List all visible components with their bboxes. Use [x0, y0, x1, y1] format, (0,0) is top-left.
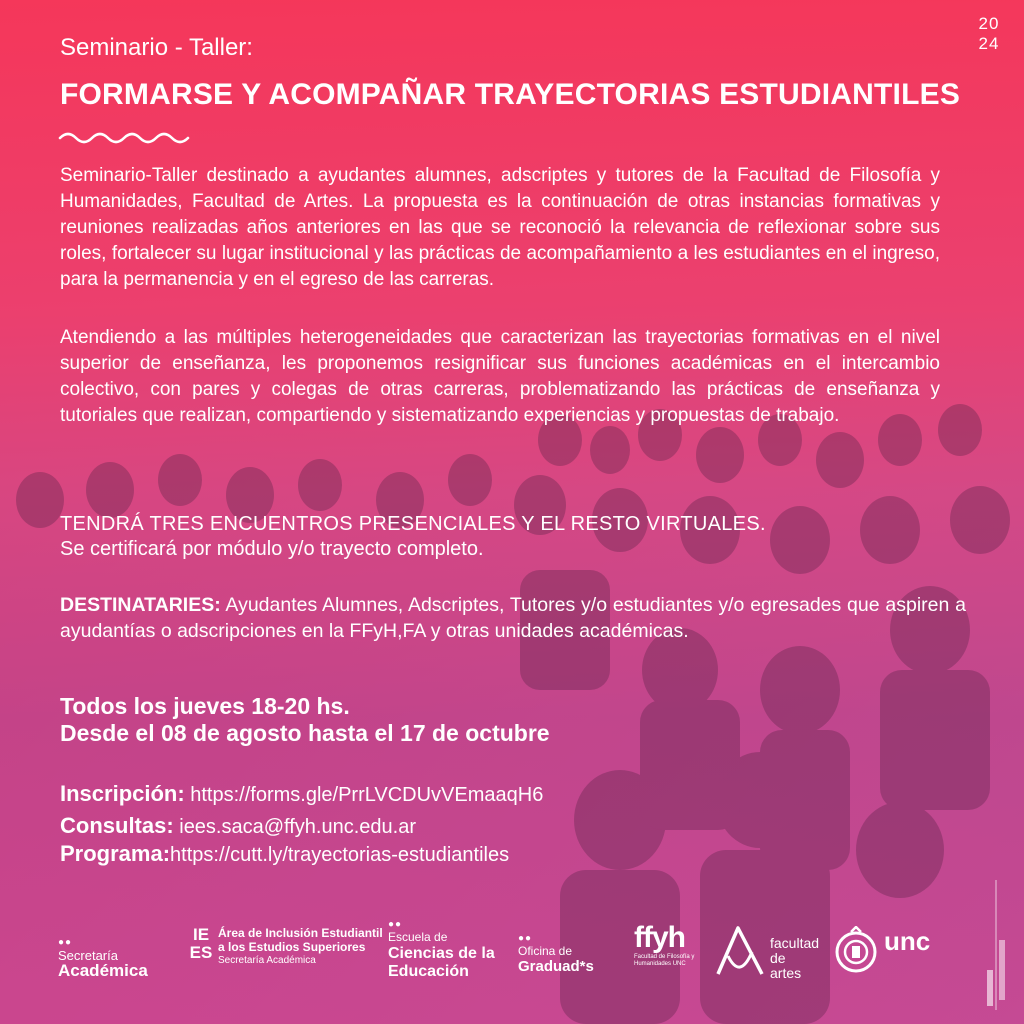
queries-row	[60, 813, 416, 839]
year-top: 20	[978, 14, 1000, 33]
iees-mark: IEES	[189, 925, 213, 962]
logo-facultad-artes	[712, 922, 820, 981]
logo-unc	[834, 926, 931, 979]
logo2-line2: a los Estudios Superiores	[218, 940, 366, 954]
logo3-line2: Ciencias de la	[388, 945, 495, 962]
modality-text: TENDRÁ TRES ENCUENTROS PRESENCIALES Y EL RESTO VIRTUALES.	[60, 513, 766, 535]
logo1-line2: Académica	[58, 961, 148, 980]
unc-text: unc	[884, 926, 931, 956]
ffyh-mark: ffyh	[634, 921, 685, 954]
logo3-line3: Educación	[388, 963, 469, 980]
program-row	[60, 841, 509, 867]
logo3-line1: Escuela de	[388, 930, 448, 944]
description-paragraph-1: Seminario-Taller destinado a ayudantes alumnes, adscriptes y tutores de la Facultad de Filosofía y Humanidades, Facultad de Artes. La propuesta es la continuación de otras instancias formativas y reuniones realizadas años anteriores en las que se reconoció la relevancia de reflexionar sobre sus roles, fortalecer su lugar institucional y las prácticas de acompañamiento a les estudiantes en el ingreso, para la permanencia y en el egreso de las carreras.	[60, 165, 940, 290]
vertical-credits-mark	[984, 880, 1008, 1010]
year-bottom: 24	[978, 34, 1000, 53]
inscription-link[interactable]: https://forms.gle/PrrLVCDUvVEmaaqH6	[184, 784, 544, 806]
wave-divider	[58, 128, 194, 148]
ffyh-subtitle: Facultad de Filosofía y Humanidades UNC	[634, 954, 695, 967]
recipients-label: DESTINATARIES:	[60, 594, 221, 616]
logo2-line1: Área de Inclusión Estudiantil	[218, 926, 383, 940]
logo2-line3: Secretaría Académica	[218, 955, 316, 966]
description-paragraph-2: Atendiendo a las múltiples heterogeneidades que caracterizan las trayectorias formativas en el nivel superior de enseñanza, les proponemos resignificar sus funciones académicas en el intercambio colectivo, con pares y colegas de otras carreras, problematizando las prácticas de enseñanza y tutoriales que realizan, compartiendo y sistematizando experiencias y propuestas de trabajo.	[60, 327, 940, 426]
program-link[interactable]: https://cutt.ly/trayectorias-estudiantiles	[170, 844, 510, 866]
logo4-line1: Oficina de	[518, 944, 573, 958]
dots-icon: ●●	[388, 919, 403, 930]
recipients-block	[60, 592, 966, 644]
unc-seal-icon	[834, 926, 878, 976]
dates-text: Desde el 08 de agosto hasta el 17 de octubre	[60, 720, 550, 746]
schedule-text: Todos los jueves 18-20 hs.	[60, 693, 350, 719]
program-label: Programa:	[60, 841, 171, 866]
logo1-line1: Secretaría	[58, 948, 118, 963]
inscription-label: Inscripción:	[60, 781, 185, 806]
logo-ciencias-educacion	[388, 920, 495, 981]
inscription-row	[60, 781, 543, 807]
logo-ffyh	[634, 922, 714, 968]
queries-label: Consultas:	[60, 813, 174, 838]
logo4-line2: Graduad*s	[518, 958, 594, 975]
logo6-line2: de artes	[770, 950, 802, 981]
logo-secretaria-academica	[58, 938, 148, 978]
dots-icon: ●●	[518, 933, 533, 944]
header-kicker: Seminario - Taller:	[60, 34, 253, 61]
logo-oficina-graduados	[518, 934, 594, 974]
arts-a-icon	[712, 922, 768, 978]
logo6-line1: facultad	[770, 935, 820, 951]
page-title: FORMARSE Y ACOMPAÑAR TRAYECTORIAS ESTUDIANTILES	[60, 78, 961, 111]
dots-icon: ●●	[58, 937, 73, 948]
certification-text: Se certificará por módulo y/o trayecto completo.	[60, 538, 484, 560]
recipients-text: Ayudantes Alumnes, Adscriptes, Tutores y/o estudiantes y/o egresades que aspiren a ayudantías o adscripciones en la FFyH,FA y otras unidades académicas.	[60, 594, 966, 642]
year-badge	[972, 14, 1006, 54]
queries-email[interactable]: iees.saca@ffyh.unc.edu.ar	[173, 816, 416, 838]
